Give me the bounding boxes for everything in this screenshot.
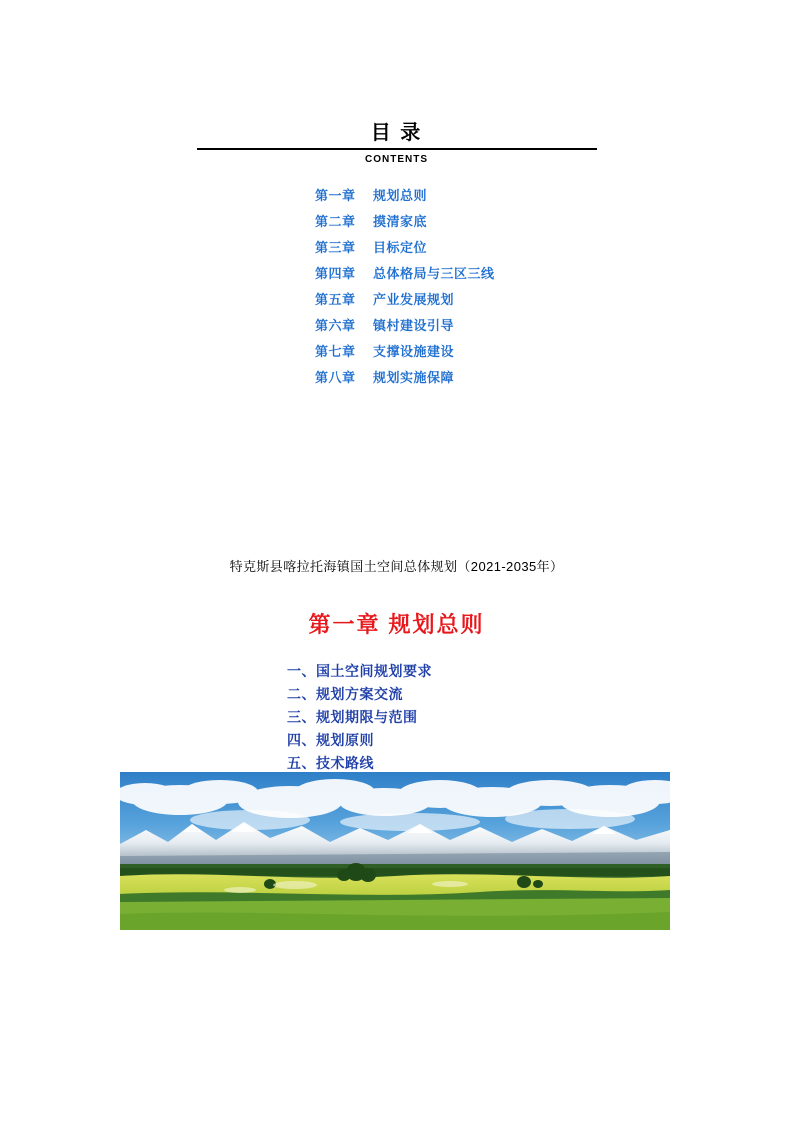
- toc-entry-chapter: 第六章: [315, 318, 356, 333]
- toc-entry-name: 摸清家底: [373, 214, 428, 229]
- chapter-outline: [287, 660, 707, 775]
- outline-item-2: 二、规划方案交流: [287, 686, 403, 702]
- toc-entry-3[interactable]: [0, 235, 793, 261]
- toc-entry-7[interactable]: [0, 339, 793, 365]
- landscape-photo-graphic: [120, 772, 670, 930]
- toc-entry-8[interactable]: [0, 365, 793, 391]
- toc-list: [0, 183, 793, 391]
- chapter-title: 第一章 规划总则: [308, 612, 485, 637]
- outline-item-4: 四、规划原则: [287, 732, 374, 748]
- toc-entry-6[interactable]: [0, 313, 793, 339]
- toc-entry-1[interactable]: [0, 183, 793, 209]
- toc-entry-chapter: 第二章: [315, 214, 356, 229]
- toc-entry-chapter: 第三章: [315, 240, 356, 255]
- toc-entry-2[interactable]: [0, 209, 793, 235]
- toc-entry-name: 总体格局与三区三线: [373, 266, 495, 281]
- toc-entry-name: 支撑设施建设: [373, 344, 455, 359]
- toc-entry-name: 镇村建设引导: [373, 318, 455, 333]
- toc-entry-name: 规划总则: [373, 188, 428, 203]
- toc-entry-chapter: 第五章: [315, 292, 356, 307]
- outline-item-3: 三、规划期限与范围: [287, 709, 418, 725]
- landscape-photo: [120, 772, 670, 930]
- toc-entry-name: 规划实施保障: [373, 370, 455, 385]
- outline-item-5: 五、技术路线: [287, 755, 374, 771]
- document-header: 特克斯县喀拉托海镇国土空间总体规划（2021-2035年）: [229, 559, 564, 574]
- outline-item-1: 一、国土空间规划要求: [287, 663, 432, 679]
- toc-divider: [197, 148, 597, 150]
- toc-subtitle: CONTENTS: [365, 154, 428, 165]
- table-of-contents: [0, 120, 793, 391]
- toc-entry-5[interactable]: [0, 287, 793, 313]
- toc-entry-name: 产业发展规划: [373, 292, 455, 307]
- toc-title: 目 录: [370, 122, 423, 144]
- toc-entry-chapter: 第一章: [315, 188, 356, 203]
- toc-entry-chapter: 第四章: [315, 266, 356, 281]
- toc-entry-name: 目标定位: [373, 240, 428, 255]
- toc-entry-chapter: 第七章: [315, 344, 356, 359]
- toc-entry-4[interactable]: [0, 261, 793, 287]
- toc-entry-chapter: 第八章: [315, 370, 356, 385]
